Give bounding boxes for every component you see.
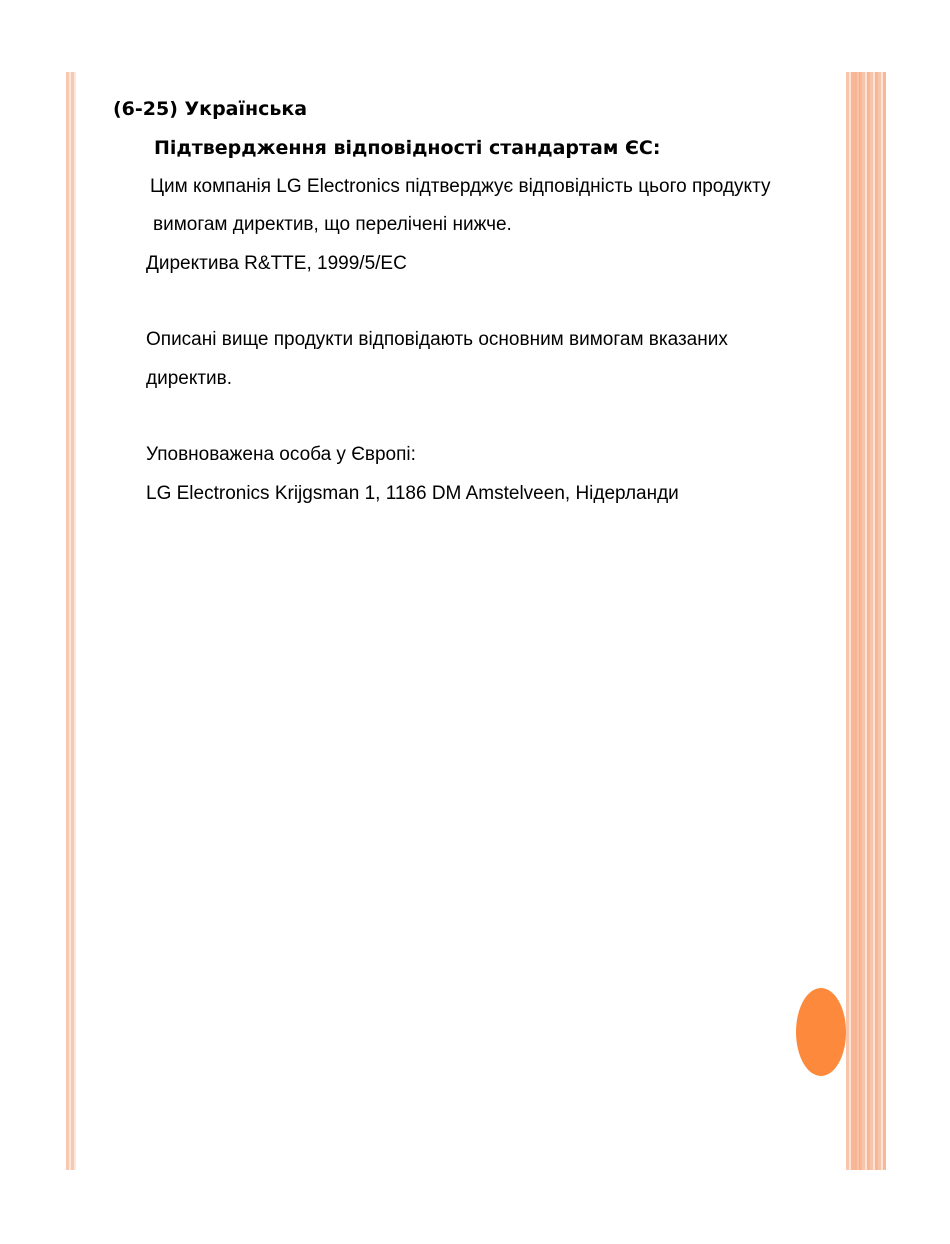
section-heading: (6-25) Українська xyxy=(113,98,308,120)
declaration-line-1: Цим компанія LG Electronics підтверджує відповідність цього продукту xyxy=(150,176,771,197)
left-decorative-border xyxy=(66,72,76,1170)
compliance-line-2: директив. xyxy=(146,368,233,389)
authorized-representative-label: Уповноважена особа у Європі: xyxy=(146,444,416,465)
section-subheading: Підтвердження відповідності стандартам ЄС: xyxy=(154,137,661,159)
right-border-stripe xyxy=(854,72,860,1170)
directive-line: Директива R&TTE, 1999/5/EC xyxy=(146,253,407,274)
declaration-line-2: вимогам директив, що перелічені нижче. xyxy=(153,214,512,235)
right-decorative-border xyxy=(846,72,886,1170)
compliance-line-1: Описані вище продукти відповідають основним вимогам вказаних xyxy=(146,329,728,350)
authorized-representative-address: LG Electronics Krijgsman 1, 1186 DM Amstelveen, Нідерланди xyxy=(146,483,679,504)
orange-oval-decoration xyxy=(796,988,846,1076)
